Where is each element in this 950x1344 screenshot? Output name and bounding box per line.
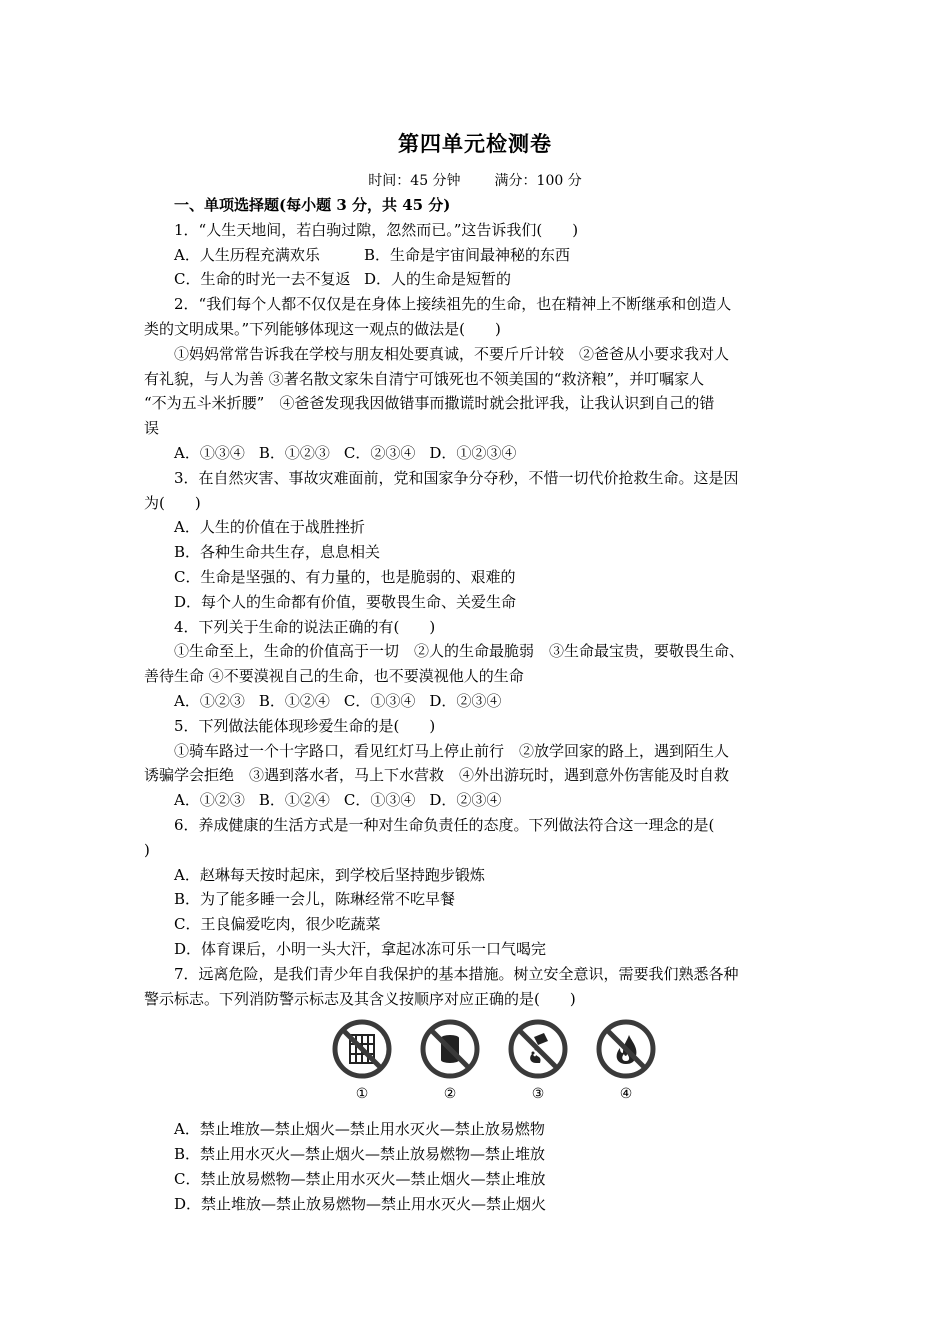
option-a: A．①③④ (174, 443, 245, 462)
sign-3-label: ③ (531, 1086, 545, 1103)
question-4-options (144, 689, 824, 714)
question-5-items-line1: ①骑车路过一个十字路口，看见红灯马上停止前行 ②放学回家的路上，遇到陌生人 (174, 741, 730, 760)
time-limit: 时间：45 分钟 (368, 173, 461, 189)
option-a: A．人生的价值在于战胜挫折 (174, 518, 365, 537)
option-b: B．生命是宇宙间最神秘的东西 (364, 245, 571, 264)
option-b: B．各种生命共生存，息息相关 (174, 543, 381, 562)
question-5-options (144, 788, 824, 813)
question-2-items-line2: 有礼貌，与人为善 ③著名散文家朱自清宁可饿死也不领美国的“救济粮”，并叮嘱家人 (144, 369, 705, 388)
option-c: C．生命的时光一去不复返 (174, 270, 351, 289)
option-d: D．体育课后，小明一头大汗，拿起冰冻可乐一口气喝完 (174, 939, 547, 958)
no-flammable-materials-icon (418, 1017, 482, 1081)
question-7-stem-line1: 7．远离危险，是我们青少年自我保护的基本措施。树立安全意识，需要我们熟悉各种 (174, 964, 739, 983)
option-d: D．每个人的生命都有价值，要敬畏生命、关爱生命 (174, 592, 517, 611)
no-stacking-icon (330, 1017, 394, 1081)
option-c: C．禁止放易燃物—禁止用水灭火—禁止烟火—禁止堆放 (174, 1169, 546, 1188)
question-list (144, 193, 824, 1216)
question-3-stem-line1: 3．在自然灾害、事故灾难面前，党和国家争分夺秒，不惜一切代价抢救生命。这是因 (174, 468, 739, 487)
question-2-stem-line1: 2．“我们每个人都不仅仅是在身体上接续祖先的生命，也在精神上不断继承和创造人 (174, 295, 732, 314)
question-4-stem: 4．下列关于生命的说法正确的有( ) (174, 617, 436, 636)
page-title: 第四单元检测卷 (398, 132, 552, 156)
no-fire-icon (594, 1017, 658, 1081)
question-5-stem: 5．下列做法能体现珍爱生命的是( ) (174, 716, 436, 735)
sign-4-label: ④ (619, 1086, 633, 1103)
option-d: D．①②③④ (429, 443, 517, 462)
option-d: D．禁止堆放—禁止放易燃物—禁止用水灭火—禁止烟火 (174, 1194, 547, 1213)
option-c: C．②③④ (343, 443, 416, 462)
option-b: B．①②④ (258, 791, 330, 810)
option-d: D．人的生命是短暂的 (364, 270, 512, 289)
question-2-stem-line2: 类的文明成果。”下列能够体现这一观点的做法是( ) (144, 319, 501, 338)
exam-meta (0, 170, 950, 190)
warning-signs-figure (144, 1017, 824, 1105)
sign-2 (418, 1017, 482, 1105)
option-a: A．①②③ (174, 691, 245, 710)
question-5-items-line2: 诱骗学会拒绝 ③遇到落水者，马上下水营救 ④外出游玩时，遇到意外伤害能及时自救 (144, 766, 730, 785)
question-2-items-line4: 误 (144, 419, 160, 438)
question-2-options (144, 441, 824, 466)
question-1-stem: 1．“人生天地间，若白驹过隙，忽然而已。”这告诉我们( ) (174, 220, 579, 239)
option-b: B．禁止用水灭火—禁止烟火—禁止放易燃物—禁止堆放 (174, 1145, 546, 1164)
question-7-stem-line2: 警示标志。下列消防警示标志及其含义按顺序对应正确的是( ) (144, 989, 576, 1008)
section-heading: 一、单项选择题(每小题 3 分，共 45 分) (174, 196, 451, 214)
option-c: C．①③④ (343, 791, 416, 810)
sign-3 (506, 1017, 570, 1105)
option-c: C．生命是坚强的、有力量的，也是脆弱的、艰难的 (174, 567, 516, 586)
no-water-extinguishing-icon (506, 1017, 570, 1081)
question-3-stem-line2: 为( ) (144, 493, 201, 512)
option-c: C．王良偏爱吃肉，很少吃蔬菜 (174, 915, 381, 934)
question-4-items-line2: 善待生命 ④不要漠视自己的生命，也不要漠视他人的生命 (144, 667, 524, 686)
sign-2-label: ② (443, 1086, 457, 1103)
sign-4 (594, 1017, 658, 1105)
question-2-items-line1: ①妈妈常常告诉我在学校与朋友相处要真诚，不要斤斤计较 ②爸爸从小要求我对人 (174, 344, 730, 363)
option-a: A．①②③ (174, 791, 245, 810)
option-b: B．①②④ (258, 691, 330, 710)
full-score: 满分：100 分 (494, 173, 582, 189)
option-a: A．禁止堆放—禁止烟火—禁止用水灭火—禁止放易燃物 (174, 1120, 545, 1139)
option-d: D．②③④ (429, 691, 502, 710)
question-6-stem-line1: 6．养成健康的生活方式是一种对生命负责任的态度。下列做法符合这一理念的是( (174, 815, 715, 834)
question-4-items-line1: ①生命至上，生命的价值高于一切 ②人的生命最脆弱 ③生命最宝贵，要敬畏生命、 (174, 642, 745, 661)
question-2-items-line3: “不为五斗米折腰” ④爸爸发现我因做错事而撒谎时就会批评我，让我认识到自己的错 (144, 394, 715, 413)
sign-1 (330, 1017, 394, 1105)
sign-1-label: ① (355, 1086, 369, 1103)
question-1-options-row1 (144, 243, 824, 268)
option-b: B．①②③ (258, 443, 330, 462)
option-a: A．赵琳每天按时起床，到学校后坚持跑步锻炼 (174, 865, 485, 884)
question-1-options-row2 (144, 267, 824, 292)
option-d: D．②③④ (429, 791, 502, 810)
option-c: C．①③④ (343, 691, 416, 710)
question-6-stem-line2: ) (144, 840, 150, 859)
option-b: B．为了能多睡一会儿，陈琳经常不吃早餐 (174, 890, 456, 909)
option-a: A．人生历程充满欢乐 (174, 245, 320, 264)
